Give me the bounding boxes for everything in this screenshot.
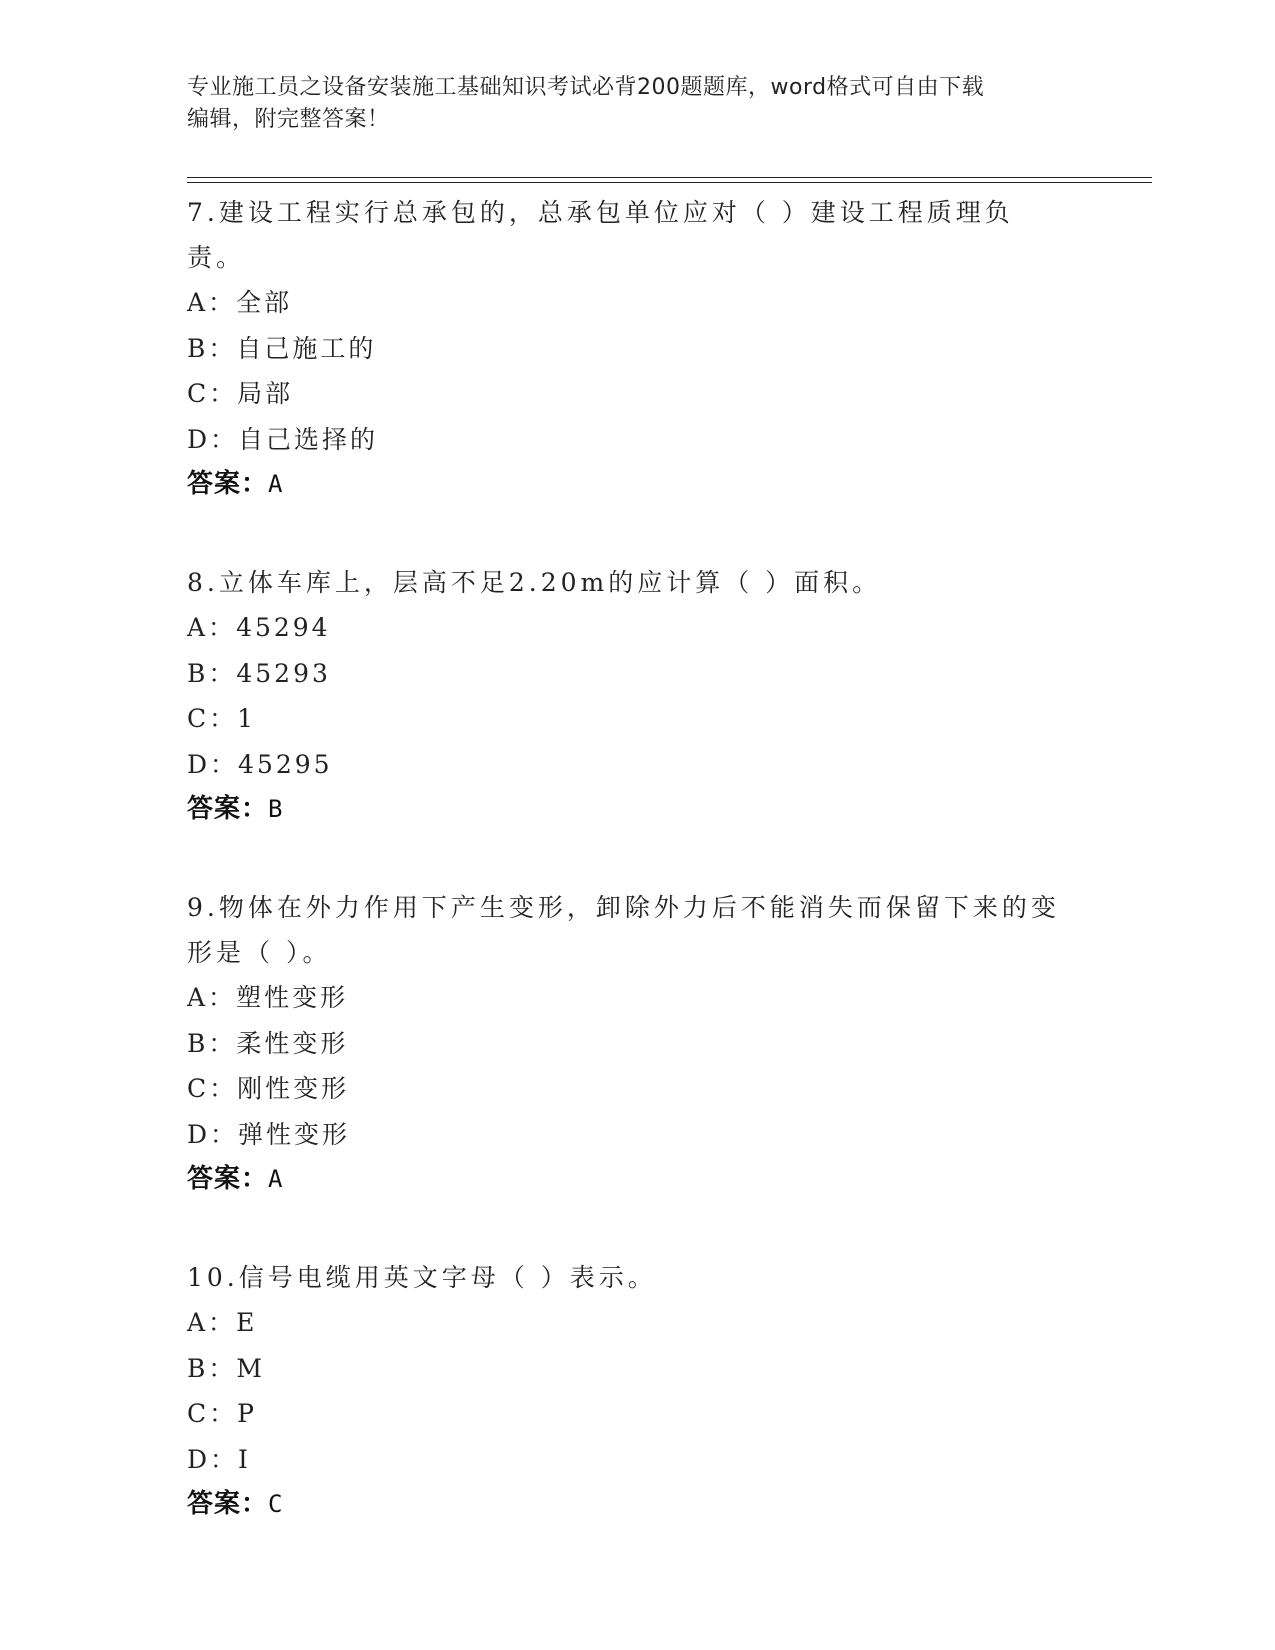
option-text: 45293 [236, 658, 331, 688]
answer-line [187, 1157, 1147, 1202]
header-rule-bottom [187, 182, 1152, 183]
option-a [187, 975, 1147, 1021]
option-text: 自己选择的 [238, 424, 379, 454]
option-letter: B： [187, 1028, 237, 1058]
option-text: 全部 [236, 288, 293, 317]
header-rule-top [187, 177, 1152, 178]
answer-label: 答案： [187, 1489, 269, 1519]
option-c [187, 1066, 1147, 1112]
option-letter: A： [187, 288, 237, 317]
option-text: 塑性变形 [236, 983, 349, 1012]
answer-value: B [268, 795, 283, 823]
option-a [187, 1300, 1147, 1346]
option-d [187, 1437, 1147, 1483]
answer-value: C [268, 1490, 283, 1518]
option-text: M [236, 1353, 265, 1383]
option-letter: B： [187, 658, 237, 688]
option-text: 45294 [236, 613, 331, 642]
question-7 [187, 190, 1147, 507]
answer-label: 答案： [187, 1164, 269, 1194]
option-text: 自己施工的 [236, 333, 377, 363]
option-b [187, 651, 1147, 697]
option-b [187, 1021, 1147, 1067]
question-10 [187, 1255, 1147, 1527]
option-letter: D： [187, 1119, 239, 1149]
option-letter: A： [187, 983, 237, 1012]
option-text: 柔性变形 [236, 1028, 349, 1058]
question-9 [187, 885, 1147, 1202]
option-d [187, 417, 1147, 463]
option-a [187, 280, 1147, 326]
option-letter: C： [187, 379, 238, 408]
question-8 [187, 560, 1147, 832]
option-letter: B： [187, 1353, 237, 1383]
answer-value: A [268, 1165, 283, 1193]
option-letter: B： [187, 333, 237, 363]
question-stem: 10.信号电缆用英文字母（ ）表示。 [187, 1263, 657, 1292]
option-text: I [238, 1444, 251, 1474]
option-a [187, 605, 1147, 651]
option-c [187, 1391, 1147, 1437]
header-title-line-2: 编辑，附完整答案！ [187, 107, 390, 132]
option-text: 1 [237, 704, 257, 733]
option-text: 弹性变形 [238, 1119, 351, 1149]
option-letter: A： [187, 613, 237, 642]
option-text: P [237, 1399, 257, 1428]
option-letter: D： [187, 749, 239, 779]
option-letter: C： [187, 1074, 238, 1103]
answer-value: A [268, 470, 283, 498]
option-letter: D： [187, 424, 239, 454]
answer-line [187, 462, 1147, 507]
option-letter: C： [187, 1399, 238, 1428]
option-d [187, 1112, 1147, 1158]
answer-label: 答案： [187, 794, 269, 824]
option-b [187, 326, 1147, 372]
answer-line [187, 787, 1147, 832]
option-text: E [236, 1308, 258, 1337]
header-title-line-1: 专业施工员之设备安装施工基础知识考试必背200题题库，word格式可自由下载 [187, 75, 985, 100]
question-stem: 9.物体在外力作用下产生变形，卸除外力后不能消失而保留下来的变形是（ ）。 [187, 893, 1060, 967]
option-text: 刚性变形 [237, 1074, 350, 1103]
option-text: 45295 [238, 749, 333, 779]
option-d [187, 742, 1147, 788]
option-c [187, 696, 1147, 742]
question-stem: 8.立体车库上，层高不足2.20m的应计算（ ）面积。 [187, 568, 882, 597]
question-list [187, 190, 1147, 1580]
question-stem: 7.建设工程实行总承包的，总承包单位应对（ ）建设工程质理负责。 [187, 198, 1014, 272]
option-c [187, 371, 1147, 417]
option-letter: D： [187, 1444, 239, 1474]
answer-line [187, 1482, 1147, 1527]
option-text: 局部 [237, 379, 294, 408]
document-header [187, 72, 1067, 136]
option-letter: A： [187, 1308, 237, 1337]
option-letter: C： [187, 704, 238, 733]
answer-label: 答案： [187, 469, 269, 499]
option-b [187, 1346, 1147, 1392]
